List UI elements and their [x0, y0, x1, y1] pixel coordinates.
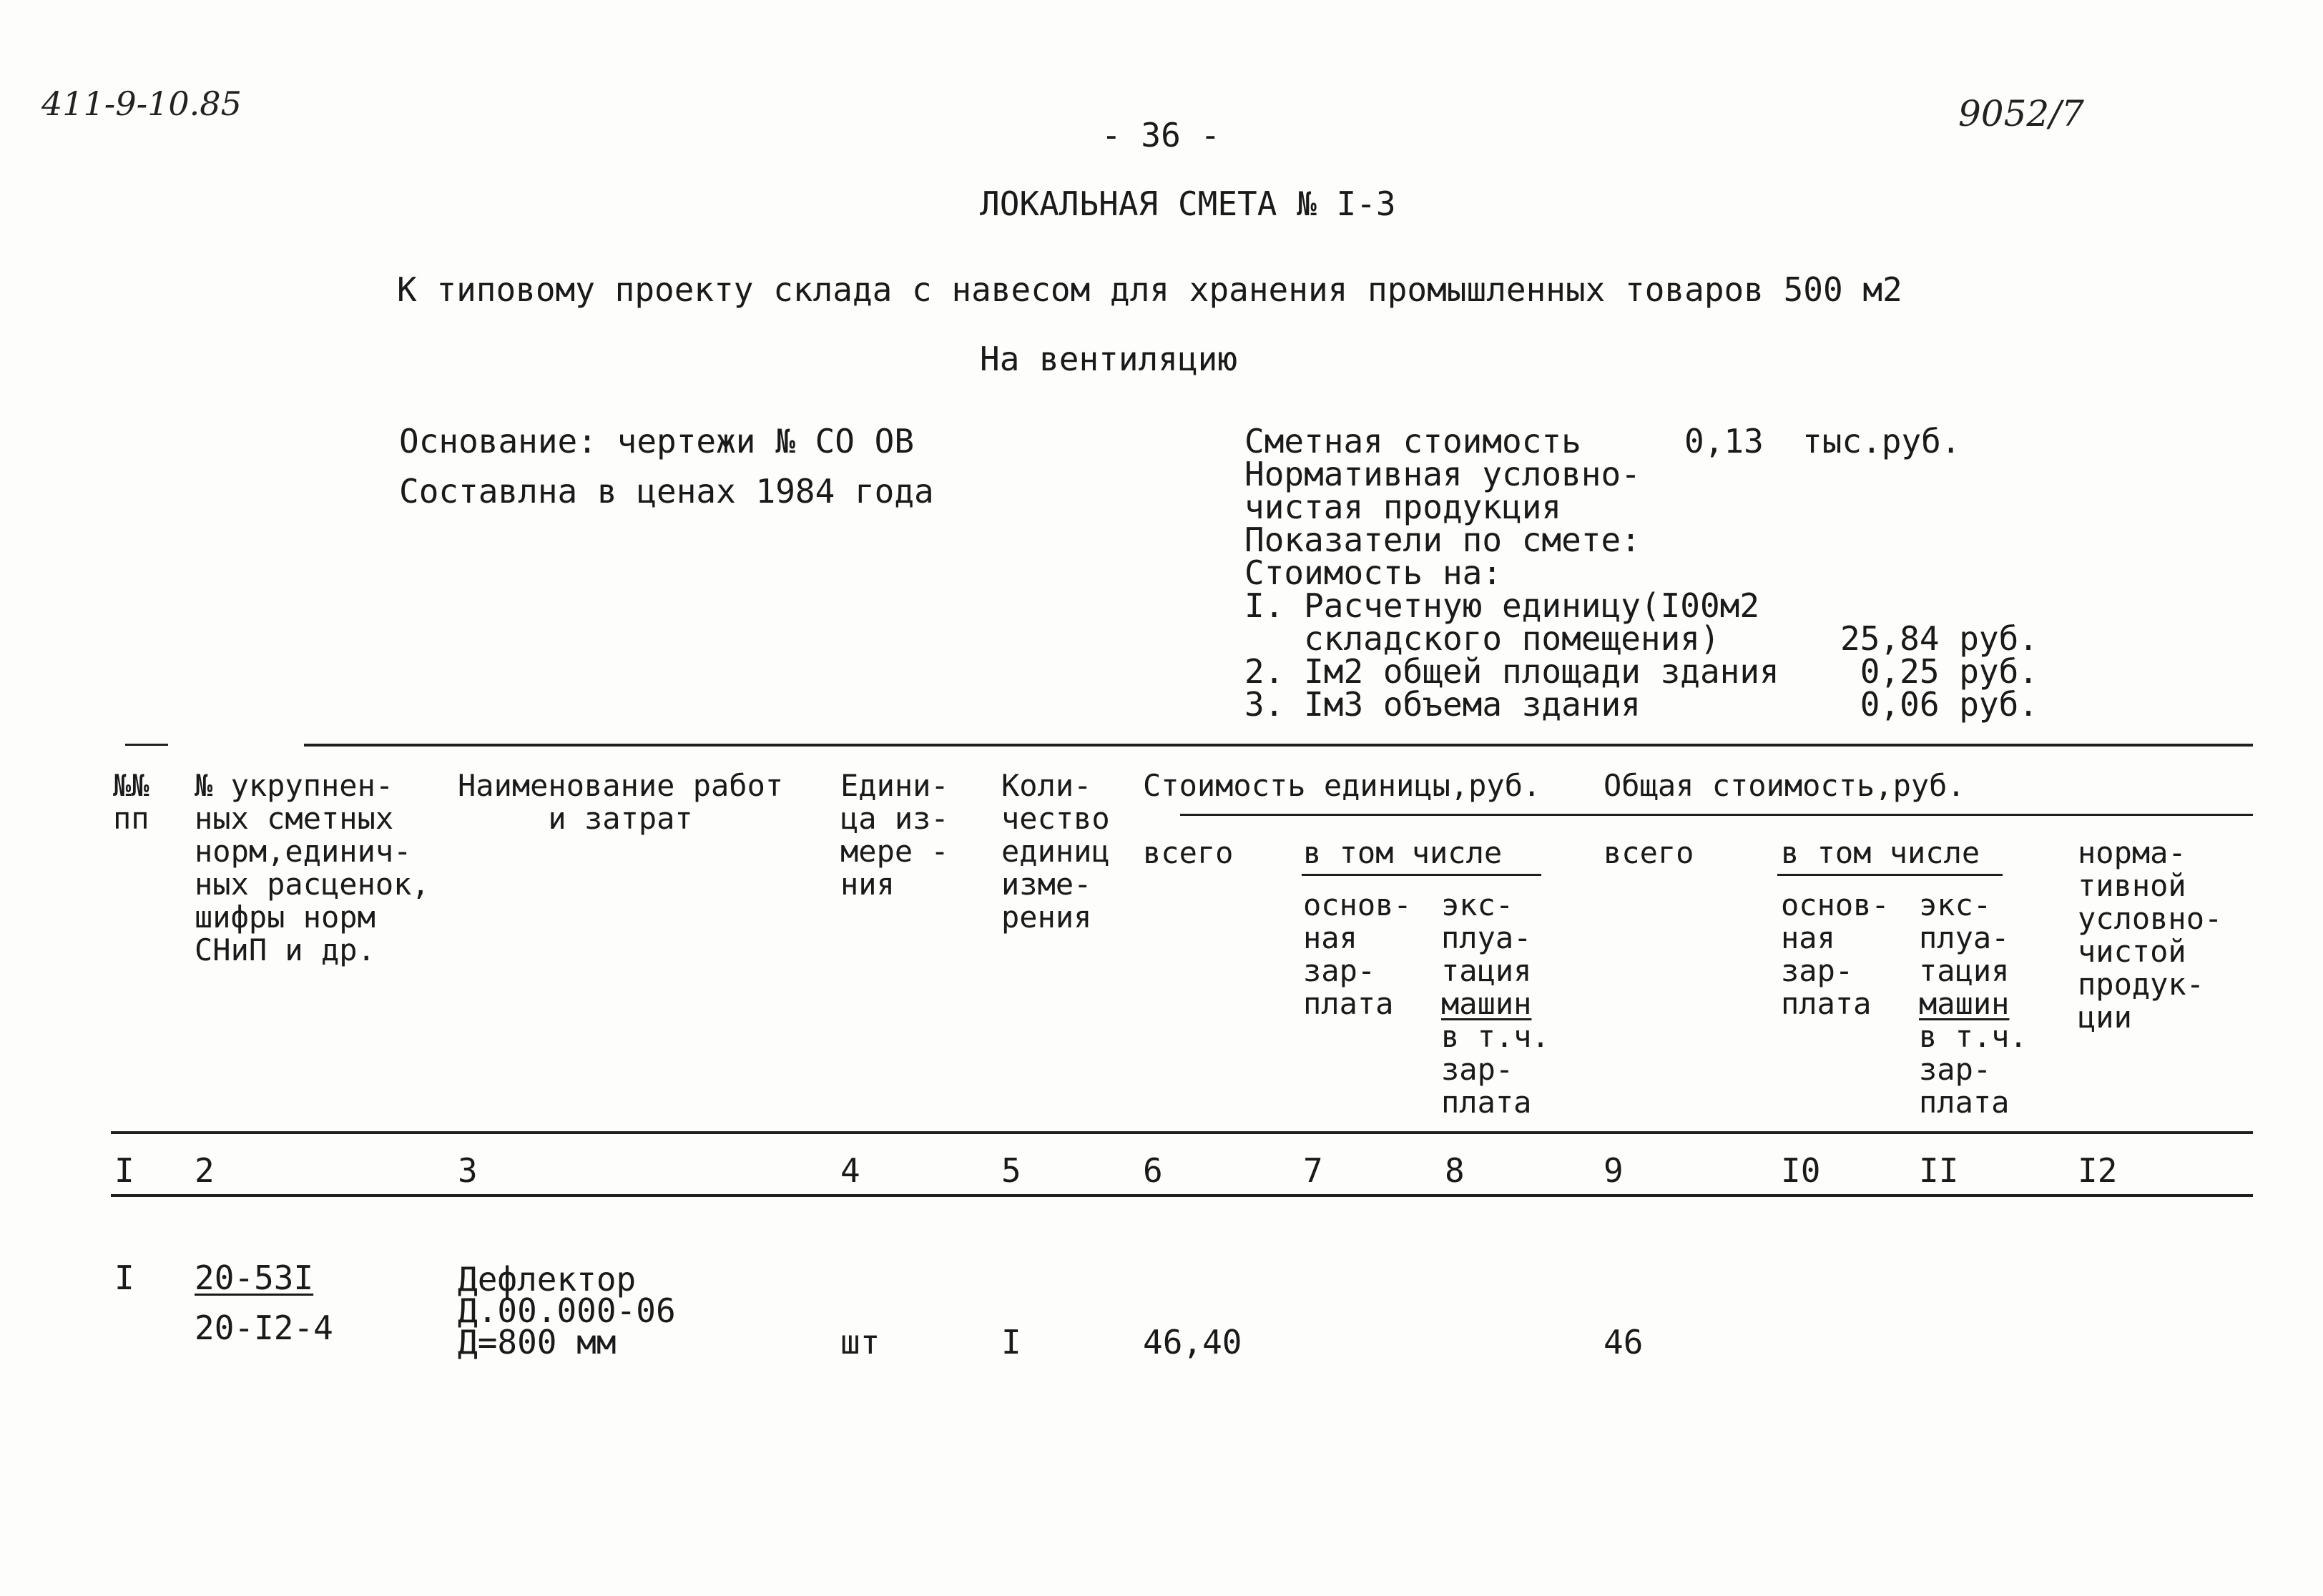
row-name-line-2: Д.00.000-06	[458, 1291, 676, 1330]
column-number: 7	[1303, 1151, 1323, 1190]
column-number: 8	[1445, 1151, 1465, 1190]
column-number: 4	[840, 1151, 860, 1190]
section-title: На вентиляцию	[980, 340, 1238, 378]
indicators-label: Показатели по смете:	[1244, 521, 1641, 559]
col-header-unit-machines: экс- плуа- тация	[1441, 887, 1532, 988]
col-header-grand-total: всего	[1603, 835, 1694, 870]
indicator-1-label-cont: складского помещения)	[1244, 619, 1720, 658]
column-number: 6	[1143, 1151, 1163, 1190]
row-code-bottom: 20-I2-4	[195, 1309, 333, 1347]
col-header-quantity: Коли- чество единиц изме- рения	[1001, 768, 1110, 935]
col-header-total-machines-wage: в т.ч. зар- плата	[1919, 1019, 2028, 1120]
indicator-2-value: 0,25 руб.	[1860, 652, 2038, 691]
column-number: 3	[458, 1151, 478, 1190]
handwritten-doc-code: 411-9-10.85	[41, 84, 242, 123]
indicator-1-value: 25,84 руб.	[1840, 619, 2038, 658]
col-header-row-no: №№ пп	[113, 768, 149, 836]
document-subtitle: К типовому проекту склада с навесом для хранения промышленных товаров 500 м2	[397, 270, 1902, 309]
page-number: - 36 -	[1101, 116, 1221, 154]
column-number: I	[114, 1151, 134, 1190]
header-bottom-rule	[111, 1131, 2253, 1134]
column-number: 9	[1603, 1151, 1624, 1190]
col-group-total-cost: Общая стоимость,руб.	[1603, 768, 1965, 803]
cost-for-label: Стоимость на:	[1244, 553, 1503, 592]
col-header-net-product: норма- тивной условно- чистой продук- ции	[2078, 835, 2223, 1035]
indicator-2-label: 2. Iм2 общей площади здания	[1244, 652, 1779, 691]
indicator-3-value: 0,06 руб.	[1860, 685, 2038, 724]
norm-label-2: чистая продукция	[1244, 488, 1562, 526]
col-header-unit-wage: основ- ная зар- плата	[1303, 887, 1412, 1021]
row-name-line-1: Дефлектор	[458, 1260, 637, 1299]
col-group-incl-unit: в том числе	[1303, 835, 1503, 870]
row-code-top: 20-53I	[195, 1258, 314, 1297]
col-header-work-name: Наименование работ и затрат	[458, 768, 784, 836]
table-top-rule-short	[125, 744, 168, 746]
indicator-3-label: 3. Iм3 объема здания	[1244, 685, 1641, 724]
col-header-unit-machines-label: машин	[1441, 986, 1532, 1021]
row-unit-total: 46,40	[1143, 1323, 1242, 1361]
cost-value: 0,13	[1684, 422, 1764, 460]
row-quantity: I	[1001, 1323, 1021, 1361]
handwritten-sheet-code: 9052/7	[1958, 93, 2084, 134]
row-total: 46	[1603, 1323, 1644, 1361]
col-header-total-machines: экс- плуа- тация	[1919, 887, 2010, 988]
col-header-total-wage: основ- ная зар- плата	[1781, 887, 1890, 1021]
indicator-1-label: I. Расчетную единицу(I00м2	[1244, 586, 1760, 625]
incl2-rule	[1777, 874, 2003, 876]
column-number: I2	[2078, 1151, 2118, 1190]
incl1-rule	[1302, 874, 1541, 876]
col-header-unit-machines-wage: в т.ч. зар- плата	[1441, 1019, 1550, 1120]
basis-drawings: Основание: чертежи № СО ОВ	[399, 422, 915, 460]
cost-unit: тыс.руб.	[1802, 422, 1961, 460]
col-header-total-machines-label: машин	[1919, 986, 2010, 1021]
col-header-unit-total: всего	[1143, 835, 1234, 870]
col-group-incl-total: в том числе	[1781, 835, 1980, 870]
norm-label-1: Нормативная условно-	[1244, 455, 1641, 493]
column-number: I0	[1781, 1151, 1821, 1190]
column-numbers-rule	[111, 1194, 2253, 1197]
cost-group-rule	[1180, 814, 2253, 816]
cost-label: Сметная стоимость	[1244, 422, 1581, 460]
col-group-unit-cost: Стоимость единицы,руб.	[1143, 768, 1541, 803]
document-title: ЛОКАЛЬНАЯ СМЕТА № I-3	[980, 184, 1396, 223]
row-name-line-3: Д=800 мм	[458, 1323, 617, 1361]
col-header-norm-code: № укрупнен- ных сметных норм,единич- ных расценок, шифры норм СНиП и др.	[195, 768, 430, 967]
basis-prices: Составлна в ценах 1984 года	[399, 472, 934, 511]
row-unit: шт	[840, 1323, 880, 1361]
column-number: 5	[1001, 1151, 1021, 1190]
row-number: I	[114, 1258, 134, 1297]
column-number: II	[1919, 1151, 1959, 1190]
column-number: 2	[195, 1151, 215, 1190]
col-header-unit: Едини- ца из- мере - ния	[840, 768, 949, 902]
table-top-rule	[304, 744, 2253, 747]
